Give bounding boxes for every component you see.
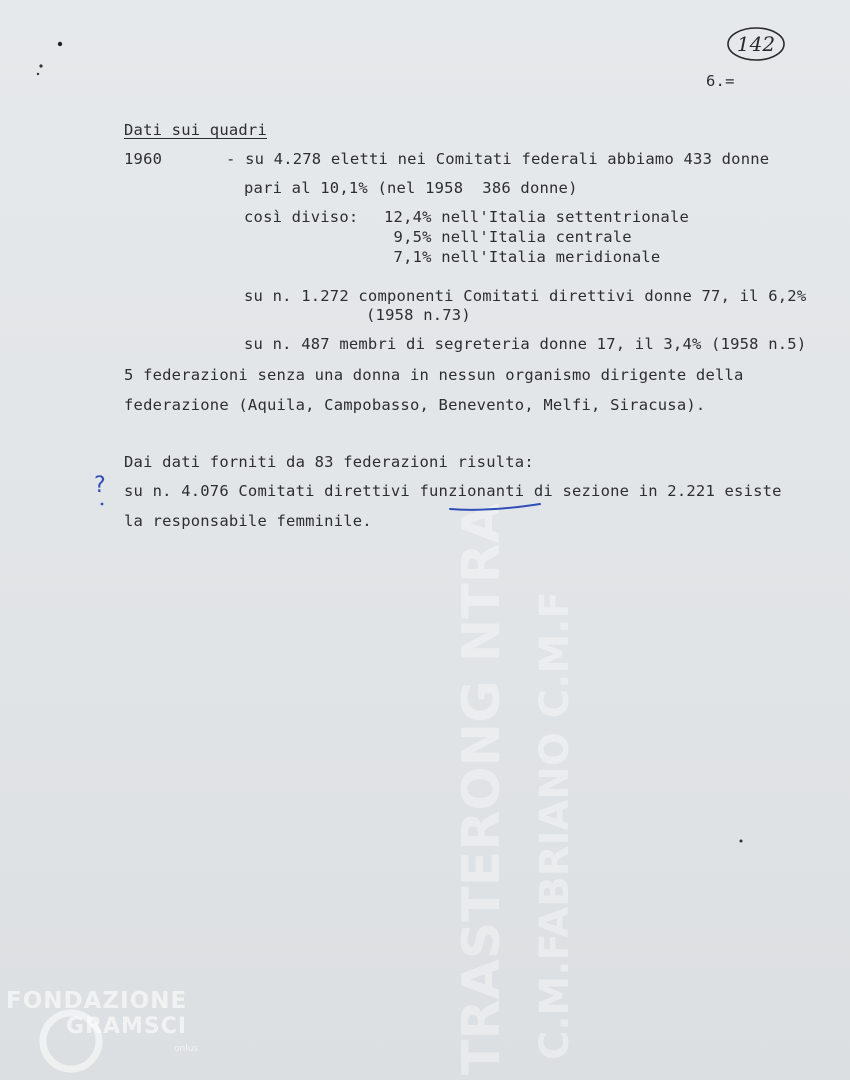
section-heading: Dati sui quadri bbox=[124, 121, 267, 139]
federations-line-2: federazione (Aquila, Campobasso, Benevento, Melfi, Siracusa). bbox=[124, 396, 706, 414]
federations-line-1: 5 federazioni senza una donna in nessun organismo dirigente della bbox=[124, 366, 744, 384]
handwritten-question-mark bbox=[92, 470, 112, 510]
handwritten-underline bbox=[448, 500, 542, 516]
logo-suffix: onlus bbox=[174, 1044, 199, 1054]
page-number: 6.= bbox=[706, 72, 735, 90]
percentage-line: pari al 10,1% (nel 1958 386 donne) bbox=[244, 179, 578, 197]
archive-number-text: 142 bbox=[736, 32, 776, 56]
fondazione-gramsci-logo bbox=[6, 988, 226, 1078]
logo-line-2: GRAMSCI bbox=[66, 1014, 188, 1039]
elected-line: - su 4.278 eletti nei Comitati federali abbiamo 433 donne bbox=[226, 150, 770, 168]
secretariat-line: su n. 487 membri di segreteria donne 17, il 3,4% (1958 n.5) bbox=[244, 335, 807, 353]
logo-line-1: FONDAZIONE bbox=[6, 988, 188, 1014]
distribution-label: così diviso: bbox=[244, 208, 359, 226]
data-intro-line: Dai dati forniti da 83 federazioni risulta: bbox=[124, 453, 534, 471]
directive-committees-1958: (1958 n.73) bbox=[366, 306, 471, 324]
sections-line-2: la responsabile femminile. bbox=[124, 512, 372, 530]
svg-text:?: ? bbox=[94, 473, 106, 498]
paper-specks bbox=[20, 30, 80, 90]
paper-watermark-col2: C.M.FABRIANO C.M.F bbox=[532, 591, 578, 1060]
year-label: 1960 bbox=[124, 150, 163, 168]
distribution-row-north: 12,4% nell'Italia settentrionale bbox=[384, 208, 690, 226]
distribution-row-center: 9,5% nell'Italia centrale bbox=[384, 228, 632, 246]
paper-speck bbox=[738, 838, 744, 844]
paper-watermark-col1: TRASTERONG NTRA bbox=[452, 502, 512, 1075]
sections-line-1: su n. 4.076 Comitati direttivi funzionanti di sezione in 2.221 esiste bbox=[124, 482, 782, 500]
distribution-row-south: 7,1% nell'Italia meridionale bbox=[384, 248, 661, 266]
archive-number-stamp bbox=[726, 26, 786, 62]
directive-committees-line: su n. 1.272 componenti Comitati direttivi donne 77, il 6,2% bbox=[244, 287, 807, 305]
